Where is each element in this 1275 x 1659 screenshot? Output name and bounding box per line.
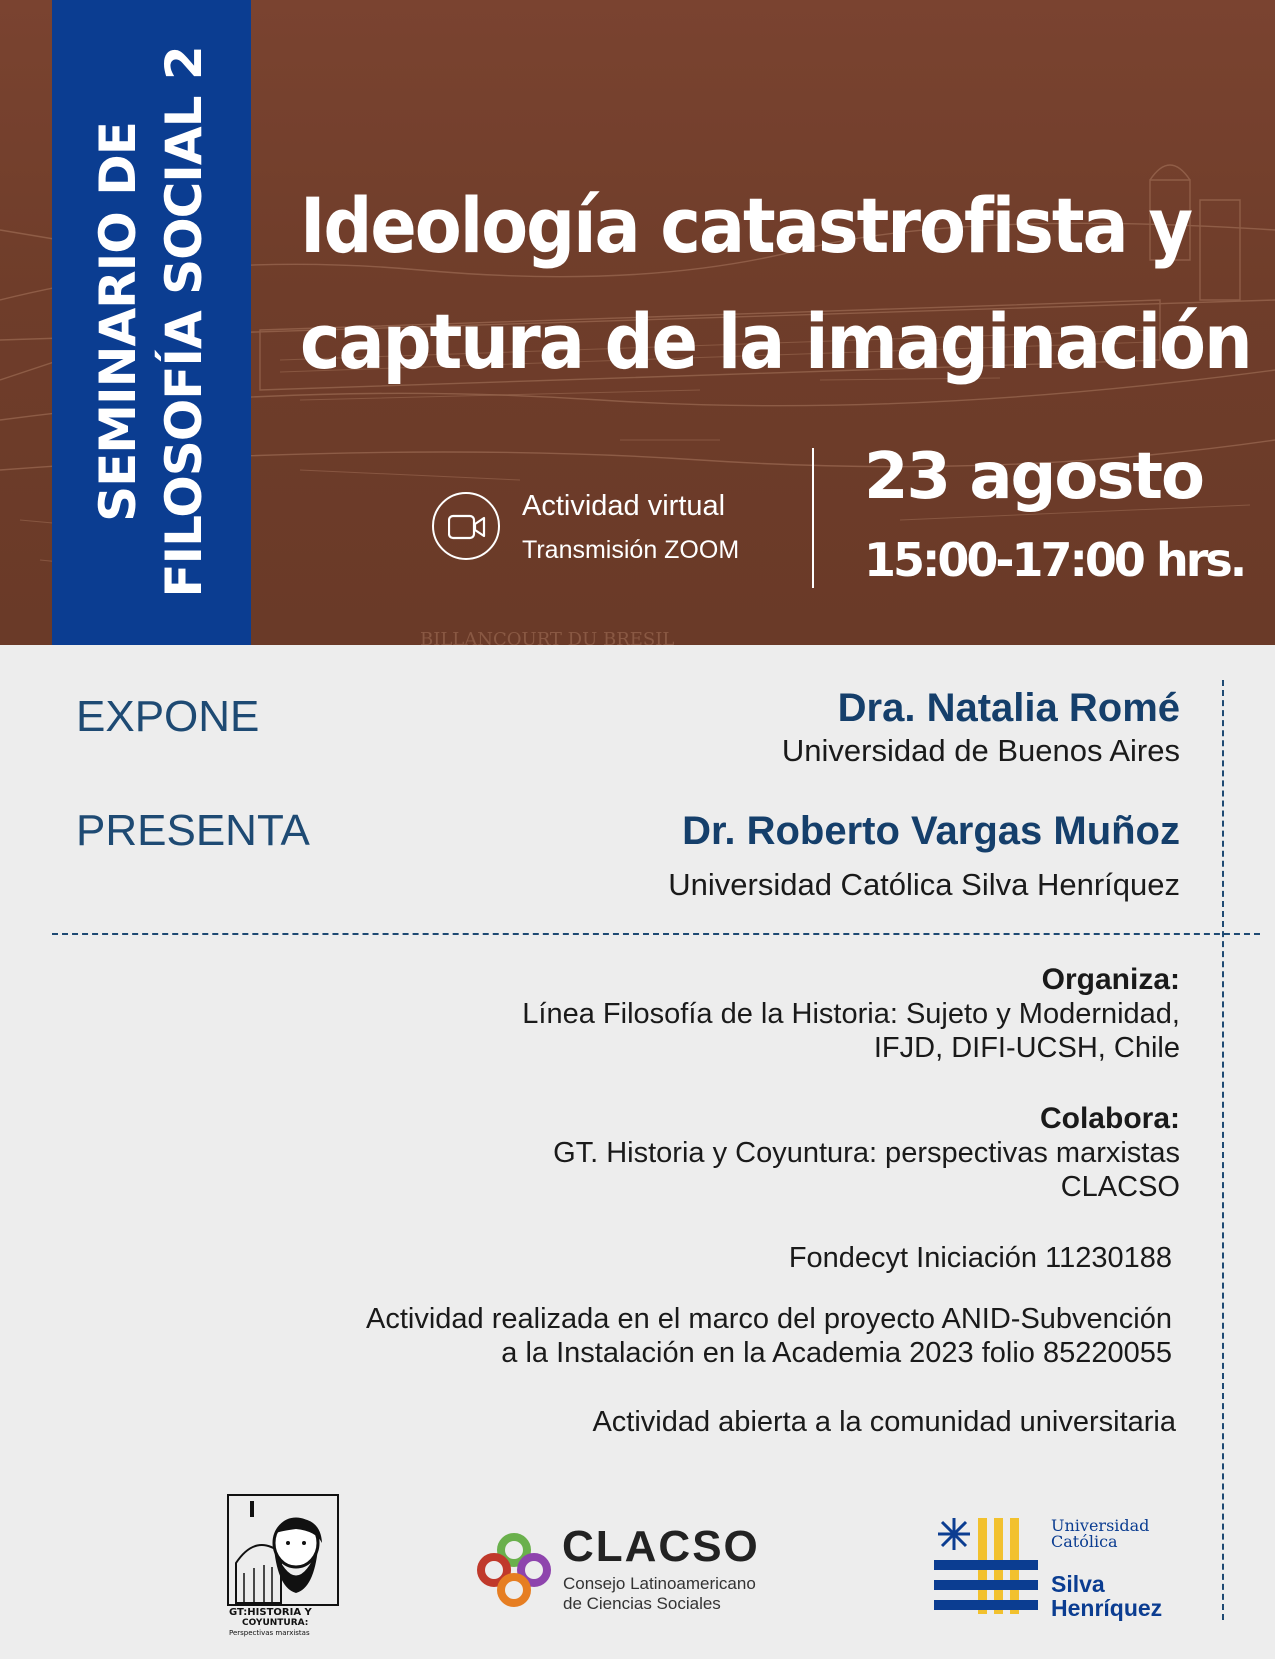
event-title <box>300 168 1260 400</box>
event-date: 23 agosto <box>864 440 1203 514</box>
expone-affiliation: Universidad de Buenos Aires <box>781 733 1180 768</box>
organiza-label: Organiza: <box>1041 963 1180 996</box>
header-divider <box>812 448 814 588</box>
colabora-line1: GT. Historia y Coyuntura: perspectivas marxistas <box>553 1137 1180 1169</box>
transmission-text: Transmisión ZOOM <box>522 536 740 564</box>
clacso-sub1: Consejo Latinoamericano <box>563 1574 756 1593</box>
presenta-name: Dr. Roberto Vargas Muñoz <box>682 809 1180 853</box>
colabora-line2: CLACSO <box>1060 1171 1180 1203</box>
series-title <box>85 46 217 597</box>
gt-logo-text1: GT:HISTORIA Y <box>229 1607 312 1618</box>
svg-text:BILLANCOURT DU BRESIL: BILLANCOURT DU BRESIL <box>420 629 675 645</box>
fondecyt-text: Fondecyt Iniciación 11230188 <box>788 1242 1172 1274</box>
presenta-label: PRESENTA <box>76 806 310 855</box>
ucsh-line4: Henríquez <box>1051 1595 1163 1621</box>
vertical-dashed-divider <box>1222 680 1224 1620</box>
clacso-name: CLACSO <box>562 1522 760 1571</box>
event-title-line1: Ideología catastrofista y <box>300 181 1192 270</box>
organiza-line1: Línea Filosofía de la Historia: Sujeto y Modernidad, <box>522 998 1180 1030</box>
event-time: 15:00-17:00 hrs. <box>864 533 1245 587</box>
presenta-affiliation: Universidad Católica Silva Henríquez <box>668 867 1180 902</box>
anid-line2: a la Instalación en la Academia 2023 folio 85220055 <box>501 1337 1172 1369</box>
anid-line1: Actividad realizada en el marco del proyecto ANID-Subvención <box>366 1303 1172 1335</box>
event-title-line2: captura de la imaginación <box>300 297 1251 386</box>
colabora-block <box>553 1102 1180 1204</box>
modality-text: Actividad virtual <box>522 490 726 522</box>
ucsh-logo-icon <box>934 1514 1038 1618</box>
gt-historia-coyuntura-logo <box>226 1493 342 1637</box>
ucsh-line2: Católica <box>1051 1532 1118 1551</box>
series-title-line2: FILOSOFÍA SOCIAL 2 <box>155 46 213 598</box>
clacso-subtitle <box>563 1574 756 1614</box>
ucsh-line1: Universidad <box>1051 1516 1150 1535</box>
horizontal-dashed-divider <box>52 933 1260 935</box>
ucsh-text-bottom <box>1051 1572 1162 1620</box>
series-title-line1: SEMINARIO DE <box>89 122 147 522</box>
gt-logo-text2: COYUNTURA: <box>242 1618 309 1628</box>
video-camera-icon <box>432 492 500 560</box>
anid-block <box>366 1302 1172 1370</box>
ucsh-line3: Silva <box>1051 1571 1105 1597</box>
clacso-sub2: de Ciencias Sociales <box>563 1594 721 1613</box>
colabora-label: Colabora: <box>1039 1102 1180 1135</box>
ucsh-text-top <box>1051 1518 1149 1550</box>
expone-label: EXPONE <box>76 692 260 741</box>
gt-logo-text3: Perspectivas marxistas <box>229 1629 310 1637</box>
header-banner <box>0 0 1275 645</box>
clacso-logo-icon <box>474 1530 554 1610</box>
open-activity-text: Actividad abierta a la comunidad universitaria <box>592 1406 1176 1438</box>
expone-name: Dra. Natalia Romé <box>837 686 1180 730</box>
organiza-block <box>522 963 1180 1065</box>
organiza-line2: IFJD, DIFI-UCSH, Chile <box>873 1032 1180 1064</box>
